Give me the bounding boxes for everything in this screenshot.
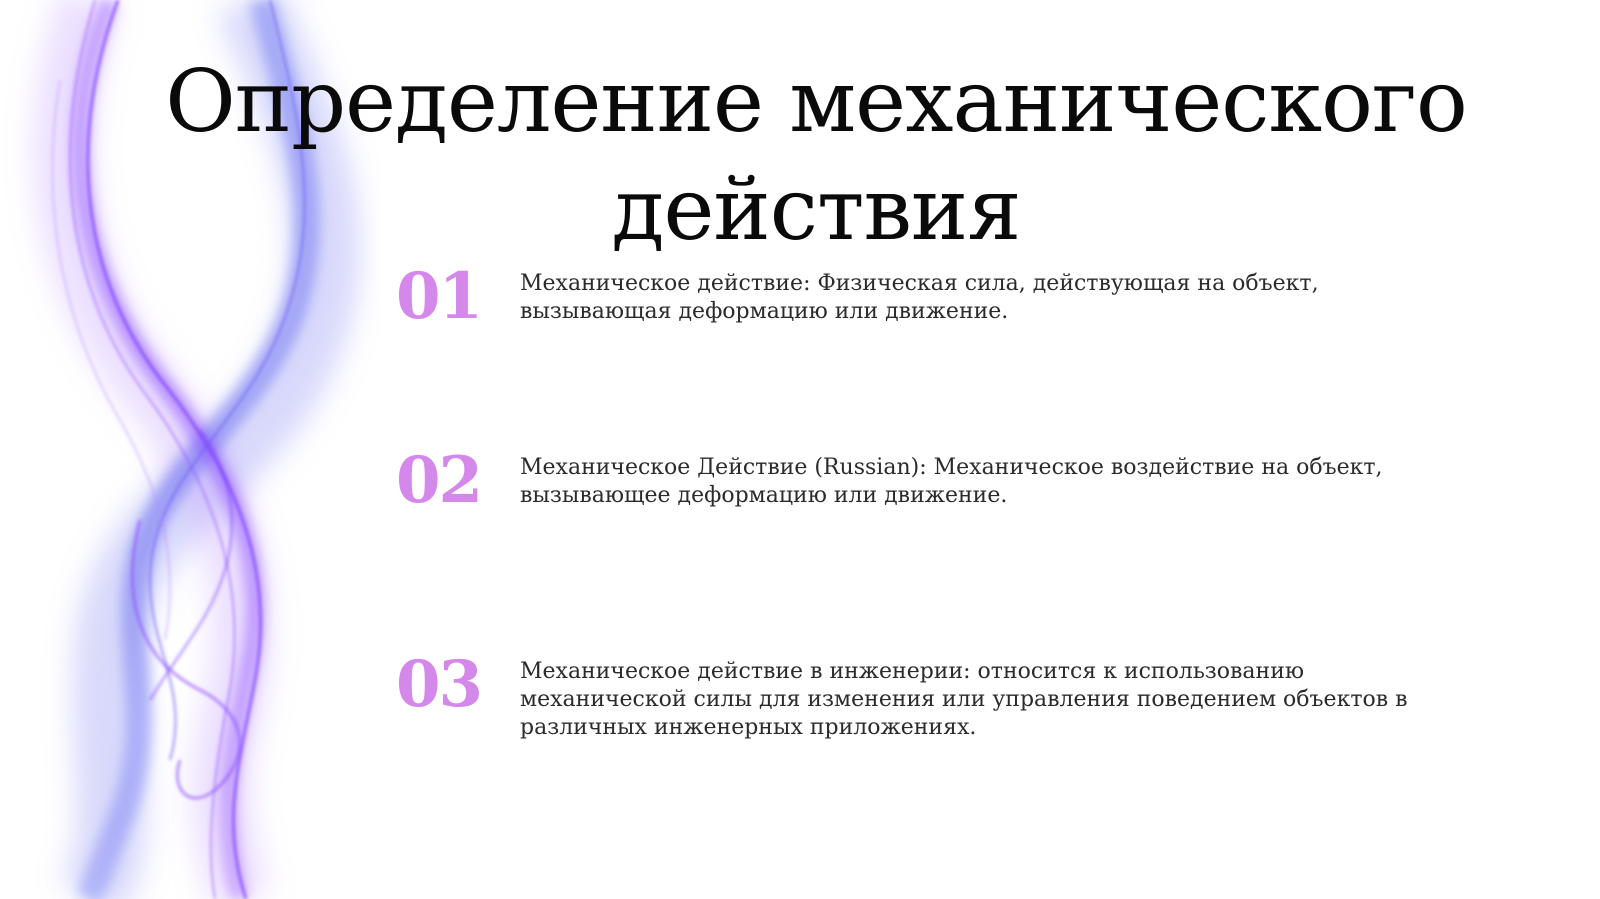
item-text: Механическое Действие (Russian): Механическое воздействие на объект, вызывающее деформацию или движение. <box>520 455 1383 508</box>
item-text: Механическое действие в инженерии: относится к использованию механической силы для изменения или управления поведением объектов в различных инженерных приложениях. <box>520 659 1408 740</box>
item-number: 02 <box>396 443 482 518</box>
slide-title: Определение механического действия <box>165 52 1467 260</box>
item-text: Механическое действие: Физическая сила, действующая на объект, вызывающая деформацию или движение. <box>520 271 1319 324</box>
item-number: 03 <box>396 647 482 722</box>
item-number: 01 <box>396 259 482 334</box>
